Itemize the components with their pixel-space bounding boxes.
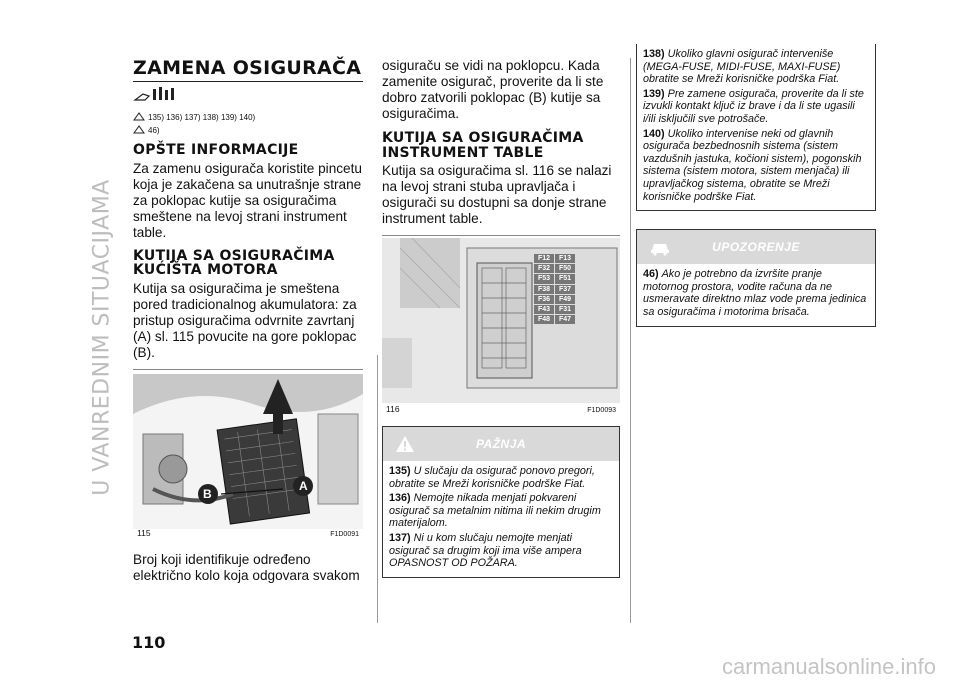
attention-title: PAŽNJA <box>475 437 527 451</box>
caution-refs <box>133 125 363 135</box>
fuse-label: F48 <box>534 315 554 324</box>
hand-warning-icon <box>133 112 145 122</box>
fuse-label: F36 <box>534 295 554 304</box>
label-b: B <box>203 486 212 501</box>
para-general: Za zamenu osigurača koristite pincetu koja je zakačena sa unutrašnje strane za poklopac kutije sa osiguračima smeštene na levoj strani instrument table. <box>133 160 362 240</box>
heading-engine-fusebox: KUTIJA SA OSIGURAČIMA KUĆIŠTA MOTORA <box>133 247 335 278</box>
refs-block <box>133 86 363 135</box>
figure-code: F1D0093 <box>587 407 616 414</box>
page-number: 110 <box>132 633 166 652</box>
column-2 <box>382 58 620 578</box>
caution-banner <box>637 230 875 264</box>
caution-refs-text: 46) <box>148 125 160 135</box>
note-number: 135) <box>389 465 411 477</box>
note-text: Nemojte nikada menjati pokvareni osigurač sa metalnim nitima ili nekim drugim materijalom. <box>389 492 601 530</box>
note-item <box>643 88 869 126</box>
note-item <box>389 465 613 490</box>
warning-refs <box>133 112 363 122</box>
caution-title: UPOZORENJE <box>712 240 800 255</box>
figure-115 <box>133 369 363 540</box>
note-number: 136) <box>389 492 411 505</box>
fuse-label: F43 <box>534 305 554 314</box>
note-number: 137) <box>389 531 411 544</box>
column-divider-1 <box>377 355 378 623</box>
attention-box <box>382 426 620 578</box>
attention-banner <box>383 427 619 461</box>
column-3 <box>636 44 876 327</box>
para-engine-fusebox: Kutija sa osiguračima je smeštena pored tradicionalnog akumulatora: za pristup osiguračima odvrnite zavrtanj (A) sl. 115 povucite na gore poklopac (B). <box>133 280 357 360</box>
label-a: A <box>299 478 308 493</box>
chapter-side-title-text: U VANREDNIM SITUACIJAMA <box>89 179 115 496</box>
engine-fusebox-illustration <box>133 374 363 529</box>
attention-notes <box>383 461 619 577</box>
note-number: 139) <box>643 87 665 100</box>
fuse-table <box>534 254 575 324</box>
caution-notes <box>637 264 875 325</box>
note-item <box>643 48 869 86</box>
note-text: Ni u kom slučaju nemojte menjati osigurač sa drugim koji ima više ampera OPASNOST OD POŽARA. <box>389 531 582 570</box>
fuse-label: F31 <box>555 305 575 314</box>
fuse-label: F51 <box>555 274 575 283</box>
para-continued: osiguraču se vidi na poklopcu. Kada zamenite osigurač, proverite da li ste dobro zatvorili poklopac (B) kutije sa osiguračima. <box>382 58 604 121</box>
note-item <box>643 128 869 204</box>
heading-general: OPŠTE INFORMACIJE <box>133 142 299 158</box>
heading-dashboard-fusebox: KUTIJA SA OSIGURAČIMA INSTRUMENT TABLE <box>382 130 584 161</box>
fuse-label: F12 <box>534 254 554 263</box>
caution-icon <box>133 125 145 135</box>
figure-number: 116 <box>386 404 400 414</box>
para-after-figure: Broj koji identifikuje određeno električno kolo koja odgovara svakom <box>133 551 360 583</box>
note-text: U slučaju da osigurač ponovo pregori, obratite se Mreži korisničke podrške Fiat. <box>389 465 595 490</box>
note-item <box>389 492 613 530</box>
fuse-label: F53 <box>534 274 554 283</box>
car-caution-icon <box>649 238 671 256</box>
warning-triangle-icon <box>395 435 415 453</box>
note-number: 46) <box>643 268 659 281</box>
figure-code: F1D0091 <box>330 530 359 538</box>
fuse-tool-icon <box>133 86 177 104</box>
fuse-label: F49 <box>555 295 575 304</box>
section-title: ZAMENA OSIGURAČA <box>133 58 363 82</box>
column-1 <box>133 58 363 584</box>
note-text: Pre zamene osigurača, proverite da li ste izvukli kontakt ključ iz brave i da li ste ugasili i/ili isključili sve potrošače. <box>643 87 864 125</box>
chapter-side-title <box>89 40 115 630</box>
fuse-label: F38 <box>534 285 554 294</box>
fuse-label: F13 <box>555 254 575 263</box>
attention-notes-continued <box>637 44 875 210</box>
caution-box <box>636 229 876 326</box>
caution-note <box>643 268 869 318</box>
fuse-label: F32 <box>534 264 554 273</box>
note-number: 140) <box>643 127 665 140</box>
fuse-label: F37 <box>555 285 575 294</box>
para-dashboard-fusebox: Kutija sa osiguračima sl. 116 se nalazi na levoj strani stuba upravljača i osigurači su dostupni sa donje strane instrument table. <box>382 163 612 226</box>
note-text: Ukoliko intervenise neki od glavnih osigurača bezbednosnih sistema (sistem vazdušnih jastuka, kočioni sistem), pogonskih sistema (sistem motora, sistem menjača) ili upravljačkog sistema, obratite se Mreži korisničke podrške Fiat. <box>643 127 862 203</box>
attention-continued-box <box>636 44 876 211</box>
watermark-text: carmanualsonline.info <box>721 654 936 679</box>
column-divider-2 <box>630 58 631 623</box>
note-number: 138) <box>643 48 665 60</box>
dashboard-fusebox-illustration <box>382 238 620 403</box>
fuse-label: F50 <box>555 264 575 273</box>
note-item <box>389 532 613 570</box>
fuse-label: F47 <box>555 315 575 324</box>
figure-number: 115 <box>137 527 151 538</box>
note-text: Ako je potrebno da izvršite pranje motornog prostora, vodite računa da ne usmeravate direktno mlaz vode prema jedinica sa osiguračima i motorima brisača. <box>643 268 867 318</box>
watermark <box>0 654 960 680</box>
note-text: Ukoliko glavni osigurač interveniše (MEGA-FUSE, MIDI-FUSE, MAXI-FUSE) obratite se Mreži korisničke podrška Fiat. <box>643 48 841 86</box>
figure-116 <box>382 235 620 416</box>
warning-refs-text: 135) 136) 137) 138) 139) 140) <box>148 112 256 122</box>
